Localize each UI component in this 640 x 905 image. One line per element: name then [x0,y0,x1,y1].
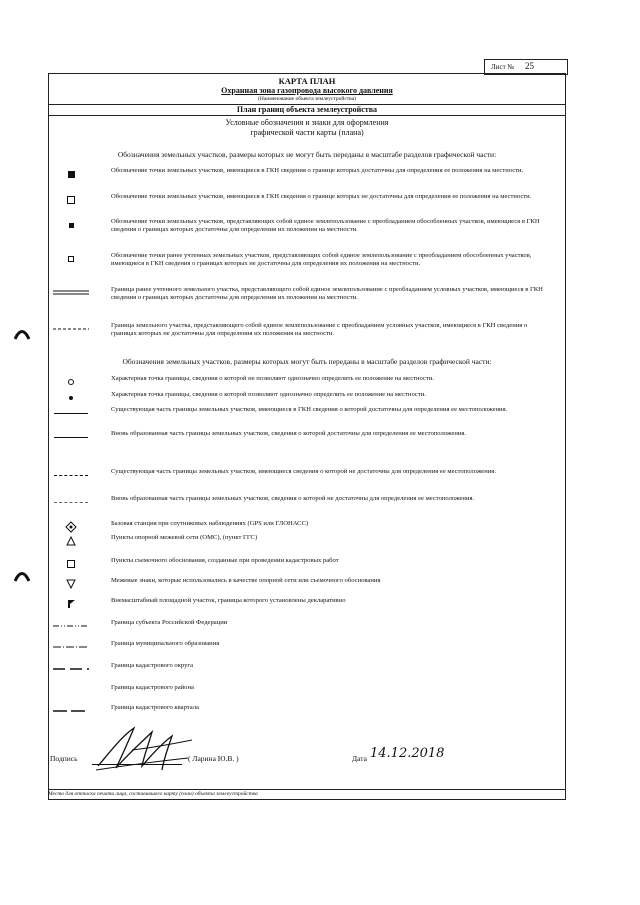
section-heading-2: Обозначения земельных участков, размеры которых могут быть переданы в масштабе разделов графической части: [122,357,492,366]
legend-row-text: Обозначение точки земельных участков, имеющиеся в ГКН сведения о границе которых не достаточны для определения ее положения на местности. [111,193,532,200]
sheet-number: 25 [525,61,534,71]
legend-row-text: Граница кадастрового района [111,684,194,691]
triangle-icon [51,534,91,548]
signatory-name: ( Ларина Ю.В. ) [188,754,239,763]
legend-row-text: Граница кадастрового квартала [111,704,199,711]
legend-row-text: Граница кадастрового округа [111,662,194,669]
dashed-line-light-icon [51,495,91,509]
cross-line-icon [51,322,91,336]
document-title: КАРТА ПЛАН [278,76,336,86]
object-name: Охранная зона газопровода высокого давления [221,86,393,95]
base-station-icon [51,520,91,534]
legend-row-text: Пункты опорной межевой сети (ОМС), (пункт ГГС) [111,534,258,541]
legend-title-line-1: Условные обозначения и знаки для оформления [225,118,389,127]
double-line-icon [51,286,91,300]
handwritten-date: 14.12.2018 [370,746,445,761]
legend-row-text: Существующая часть границы земельных участков, имеющиеся сведения о которой не достаточны для определения ее местоположения. [111,468,496,475]
down-triangle-icon [51,577,91,591]
legend-row-text: Характерная точка границы, сведения о которой не позволяют однозначно определить ее положение на местности. [111,375,434,382]
dash-space-line-icon [51,704,91,718]
open-square-icon [51,193,91,207]
legend-row-text: Вновь образованная часть границы земельных участков, сведения о которой достаточны для определения ее местоположения. [111,430,467,437]
filled-square-icon [51,167,91,181]
legend-row-text: Характерная точка границы, сведения о которой позволяют однозначно определить ее положение на местности. [111,391,426,398]
divider [49,115,565,116]
dashed-line-icon [51,468,91,482]
legend-row-text: Обозначение точки земельных участков, представляющих собой единое землепользование с преобладанием обособленных участков, имеющиеся в ГКН сведения о границах которых достаточны для определения их положения на местности. [111,218,540,234]
signature-label: Подпись [50,754,78,763]
solid-line-thick-icon [51,430,91,444]
legend-title [49,118,565,138]
legend-row-text: Межевые знаки, которые использовались в качестве опорной сети или съемочного обоснования [111,577,381,584]
object-caption: (Наименование объекта землеустройства) [258,96,356,102]
legend-row-text: Граница субъекта Российской Федерации [111,619,228,626]
date-label: Дата [352,754,367,763]
dash-dot-line-icon [51,640,91,654]
long-dash-line-icon [51,662,91,676]
filled-square-small-icon [51,218,91,232]
legend-row-text: Существующая часть границы земельных участков, имеющиеся в ГКН сведения о которой достаточны для определения ее местоположения. [111,406,508,413]
legend-row-text: Пункты съемочного обоснования, созданные при проведении кадастровых работ [111,557,339,564]
punch-hole-mark [14,568,30,582]
signature-line [92,764,182,765]
legend-row-text: Вновь образованная часть границы земельных участков, сведения о которой не достаточны для определения ее местоположения. [111,495,475,502]
legend-title-line-2: графической части карты (плана) [250,128,364,137]
section-heading-1: Обозначения земельных участков, размеры которых не могут быть переданы в масштабе разделов графической части: [117,150,497,159]
legend-row-text: Обозначение точки земельных участков, имеющиеся в ГКН сведения о границе которых достаточны для определения ее положения на местности. [111,167,524,174]
legend-row-text: Обозначение точки ранее учтенных земельных участков, представляющих собой единое землепользование с преобладанием обособленных участков, имеющиеся в ГКН сведения о границах которых не достаточны для определения их положения на местности. [111,252,532,268]
legend-frame [48,73,566,800]
dash-dot-dot-line-icon [51,619,91,633]
flag-icon [51,597,91,611]
plan-title: План границ объекта землеустройства [236,105,378,114]
filled-circle-icon [51,391,91,405]
open-square-small-icon [51,252,91,266]
sheet-label: Лист № [491,63,515,71]
stamp-footnote: Место для оттиска печати лица, составившего карту (план) объекта землеустройства [48,789,566,797]
legend-row-text: Внемасштабный площадной участок, границы которого установлены декларативно [111,597,346,604]
open-circle-icon [51,375,91,389]
no-symbol [51,684,91,698]
punch-hole-mark [14,326,30,340]
legend-row-text: Граница ранее учтенного земельного участка, представляющего собой единое землепользование с преобладанием условных участков, имеющиеся в ГКН сведения о границах которых достаточны для определения их положения на местности. [111,286,543,302]
solid-line-icon [51,406,91,420]
legend-row-text: Граница земельного участка, представляющего собой единое землепользование с преобладанием условных участков, имеющиеся в ГКН сведения о границах которых не достаточны для определения их положения на местности. [111,322,528,338]
handwritten-signature [92,722,202,774]
open-square-icon [51,557,91,571]
legend-row-text: Граница муниципального образования [111,640,220,647]
legend-row-text: Базовая станция при спутниковых наблюдениях (GPS или ГЛОНАСС) [111,520,309,527]
